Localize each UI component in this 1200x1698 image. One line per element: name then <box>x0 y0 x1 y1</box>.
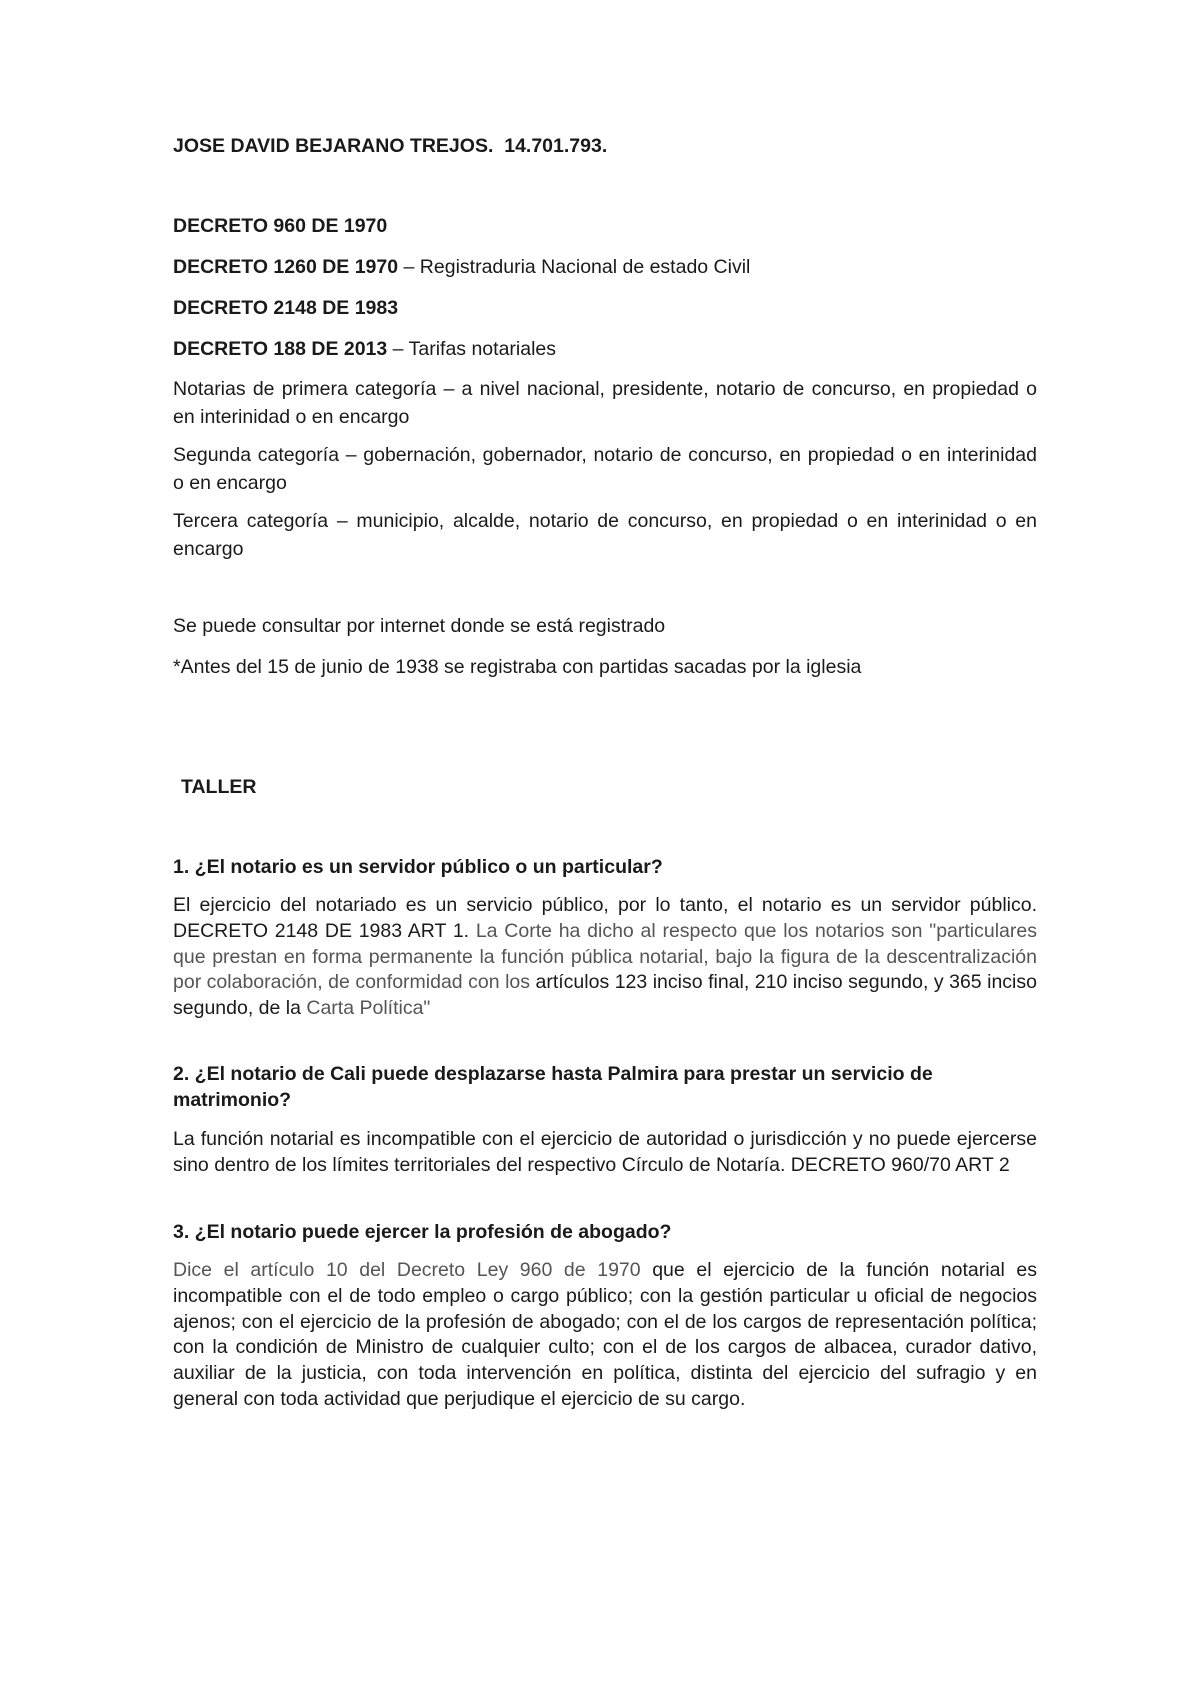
decree-dash: – <box>392 338 404 360</box>
answer-text: que el ejercicio de la función notarial es incompatible con el de todo empleo o cargo público; con la gestión particular u oficial de negocios ajenos; con el ejercicio de la profesión de abogado; con el de los cargos de representación política; con la condición de Ministro de cualquier culto; con el de los cargos de albacea, curador dativo, auxiliar de la justicia, con toda intervención en política, distinta del ejercicio del sufragio y en general con toda actividad que perjudique el ejercicio de su cargo. <box>173 1259 1037 1410</box>
answer-paragraph: La función notarial es incompatible con el ejercicio de autoridad o jurisdicción y no puede ejercerse sino dentro de los límites territoriales del respectivo Círculo de Notaría. DECRETO 960/70 ART 2 <box>173 1128 1037 1176</box>
decree-title: DECRETO 188 DE 2013 <box>173 338 388 360</box>
note-paragraph: Se puede consultar por internet donde se está registrado <box>173 615 666 637</box>
decree-line <box>173 212 1037 240</box>
answer-text: El ejercicio del notariado es un servicio público, por lo tanto, el notario es un servidor público. DECRETO 2148 DE 1983 ART 1. <box>173 894 1037 942</box>
decree-description: Tarifas notariales <box>408 338 557 360</box>
note-paragraph: *Antes del 15 de junio de 1938 se registraba con partidas sacadas por la iglesia <box>173 656 862 678</box>
decree-line <box>173 294 1037 322</box>
answer-paragraph <box>173 893 1037 1022</box>
category-paragraph: Segunda categoría – gobernación, gobernador, notario de concurso, en propiedad o en interinidad o en encargo <box>173 444 1037 494</box>
decree-line <box>173 253 1037 281</box>
author-id-number: 14.701.793. <box>504 135 608 157</box>
category-paragraph: Tercera categoría – municipio, alcalde, notario de concurso, en propiedad o en interinidad o en encargo <box>173 510 1037 560</box>
decree-line <box>173 335 1037 363</box>
decree-title: DECRETO 960 DE 1970 <box>173 215 388 237</box>
question-heading: 3. ¿El notario puede ejercer la profesión de abogado? <box>173 1221 672 1243</box>
taller-title: TALLER <box>181 776 257 798</box>
decree-title: DECRETO 1260 DE 1970 <box>173 256 399 278</box>
question-heading: 2. ¿El notario de Cali puede desplazarse hasta Palmira para prestar un servicio de matrimonio? <box>173 1063 933 1111</box>
category-paragraph: Notarias de primera categoría – a nivel nacional, presidente, notario de concurso, en propiedad o en interinidad o en encargo <box>173 378 1037 428</box>
answer-text: artículos 123 inciso final, 210 inciso segundo, y 365 inciso segundo, de la <box>173 971 1037 1020</box>
answer-quote: Carta Política" <box>300 997 431 1020</box>
decree-title: DECRETO 2148 DE 1983 <box>173 297 399 319</box>
decree-description: Registraduria Nacional de estado Civil <box>419 256 751 278</box>
author-name: JOSE DAVID BEJARANO TREJOS. <box>173 135 494 157</box>
answer-quote: Dice el artículo 10 del Decreto Ley 960 de 1970 <box>173 1259 641 1281</box>
question-heading: 1. ¿El notario es un servidor público o un particular? <box>173 856 663 878</box>
answer-paragraph <box>173 1258 1037 1413</box>
decree-dash: – <box>403 256 415 278</box>
answer-quote: La Corte ha dicho al respecto que los notarios son "particulares que prestan en forma permanente la función pública notarial, bajo la figura de la descentralización por colaboración, de conformidad con los <box>173 919 1037 994</box>
author-line <box>173 132 1037 160</box>
